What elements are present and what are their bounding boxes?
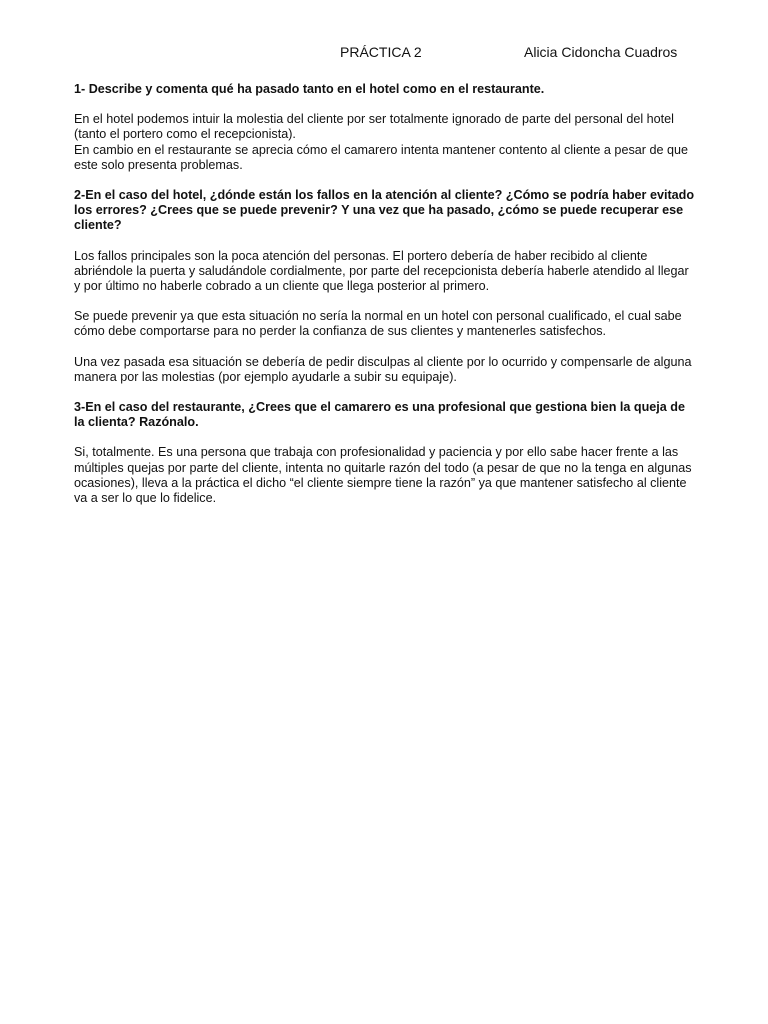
answer-2-3-text: Una vez pasada esa situación se debería de pedir disculpas al cliente por lo ocurrido y compensarle de alguna manera por las molestias (por ejemplo ayudarle a subir su equipaje). [74,354,692,384]
answer-2-paragraph-1 [74,249,698,295]
answer-2-1-text: Los fallos principales son la poca atención del personas. El portero debería de haber recibido al cliente abriéndole la puerta y saludándole cordialmente, por parte del recepcionista debería haberle atendido al llegar y por último no haberle cobrado a un cliente que llega posterior al primero. [74,248,689,294]
section-2 [74,188,698,385]
answer-1-line-2: En cambio en el restaurante se aprecia cómo el camarero intenta mantener contento al cliente a pesar de que este solo presenta problemas. [74,142,688,172]
answer-3-text: Si, totalmente. Es una persona que trabaja con profesionalidad y paciencia y por ello sabe hacer frente a las múltiples quejas por parte del cliente, intenta no quitarle razón del todo (a pesar de que no la tenga en algunas ocasiones), lleva a la práctica el dicho “el cliente siempre tiene la razón” ya que mantener satisfecho al cliente va a ser lo que lo fidelice. [74,445,692,506]
author-name: Alicia Cidoncha Cuadros [524,44,678,60]
question-3: 3-En el caso del restaurante, ¿Crees que el camarero es una profesional que gestiona bien la queja de la clienta? Razónalo. [74,400,685,430]
answer-2-paragraph-3 [74,355,698,385]
answer-1-line-1: En el hotel podemos intuir la molestia del cliente por ser totalmente ignorado de parte del personal del hotel (tanto el portero como el recepcionista). [74,112,674,142]
answer-2-2-text: Se puede prevenir ya que esta situación no sería la normal en un hotel con personal cualificado, el cual sabe cómo debe comportarse para no perder la confianza de sus clientes y mantenerles satisfechos. [74,309,682,339]
question-1: 1- Describe y comenta qué ha pasado tanto en el hotel como en el restaurante. [74,82,545,96]
question-2: 2-En el caso del hotel, ¿dónde están los fallos en la atención al cliente? ¿Cómo se podría haber evitado los errores? ¿Crees que se puede prevenir? Y una vez que ha pasado, ¿cómo se puede recuperar ese cliente? [74,188,695,233]
section-3 [74,400,698,506]
practice-title: PRÁCTICA 2 [340,44,422,60]
answer-3-paragraph [74,445,698,506]
page-header [0,42,768,62]
answer-1-paragraph [74,112,698,173]
answer-2-paragraph-2 [74,309,698,339]
section-1 [74,82,698,173]
document-body [74,82,698,521]
